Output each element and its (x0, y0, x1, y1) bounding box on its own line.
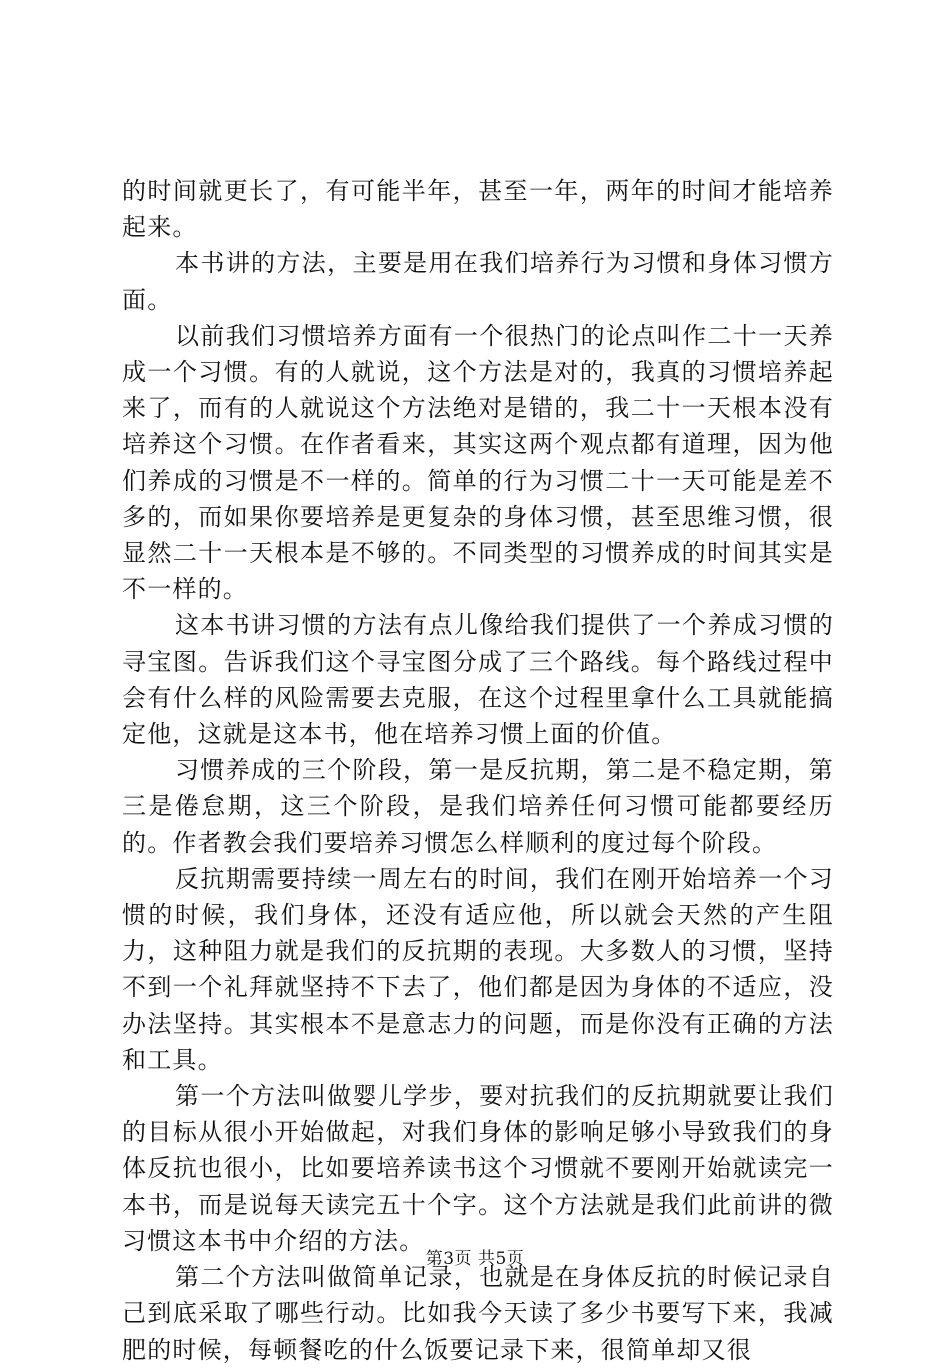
page-footer: 第3页 共5页 (425, 1249, 525, 1269)
paragraph-3: 以前我们习惯培养方面有一个很热门的论点叫作二十一天养成一个习惯。有的人就说，这个方法是对的，我真的习惯培养起来了，而有的人就说这个方法绝对是错的，我二十一天根本没有培养这个习惯。在作者看来，其实这两个观点都有道理，因为他们养成的习惯是不一样的。简单的行为习惯二十一天可能是差不多的，而如果你要培养是更复杂的身体习惯，甚至思维习惯，很显然二十一天根本是不够的。不同类型的习惯养成的时间其实是不一样的。 (122, 321, 834, 604)
body-text (122, 173, 834, 1368)
paragraph-5: 习惯养成的三个阶段，第一是反抗期，第二是不稳定期，第三是倦怠期，这三个阶段，是我们培养任何习惯可能都要经历的。作者教会我们要培养习惯怎么样顺利的度过每个阶段。 (122, 756, 834, 857)
paragraph-8: 第二个方法叫做简单记录，也就是在身体反抗的时候记录自己到底采取了哪些行动。比如我今天读了多少书要写下来，我减肥的时候，每顿餐吃的什么饭要记录下来，很简单却又很 (122, 1263, 834, 1364)
paragraph-1: 的时间就更长了，有可能半年，甚至一年，两年的时间才能培养起来。 (122, 177, 834, 242)
paragraph-6: 反抗期需要持续一周左右的时间，我们在刚开始培养一个习惯的时候，我们身体，还没有适应他，所以就会天然的产生阻力，这种阻力就是我们的反抗期的表现。大多数人的习惯，坚持不到一个礼拜就坚持不下去了，他们都是因为身体的不适应，没办法坚持。其实根本不是意志力的问题，而是你没有正确的方法和工具。 (122, 864, 834, 1074)
paragraph-4: 这本书讲习惯的方法有点儿像给我们提供了一个养成习惯的寻宝图。告诉我们这个寻宝图分成了三个路线。每个路线过程中会有什么样的风险需要去克服，在这个过程里拿什么工具就能搞定他，这就是这本书，他在培养习惯上面的价值。 (122, 611, 834, 749)
paragraph-7: 第一个方法叫做婴儿学步，要对抗我们的反抗期就要让我们的目标从很小开始做起，对我们身体的影响足够小导致我们的身体反抗也很小，比如要培养读书这个习惯就不要刚开始就读完一本书，而是说每天读完五十个字。这个方法就是我们此前讲的微习惯这本书中介绍的方法。 (122, 1082, 834, 1255)
paragraph-2: 本书讲的方法，主要是用在我们培养行为习惯和身体习惯方面。 (122, 249, 834, 314)
